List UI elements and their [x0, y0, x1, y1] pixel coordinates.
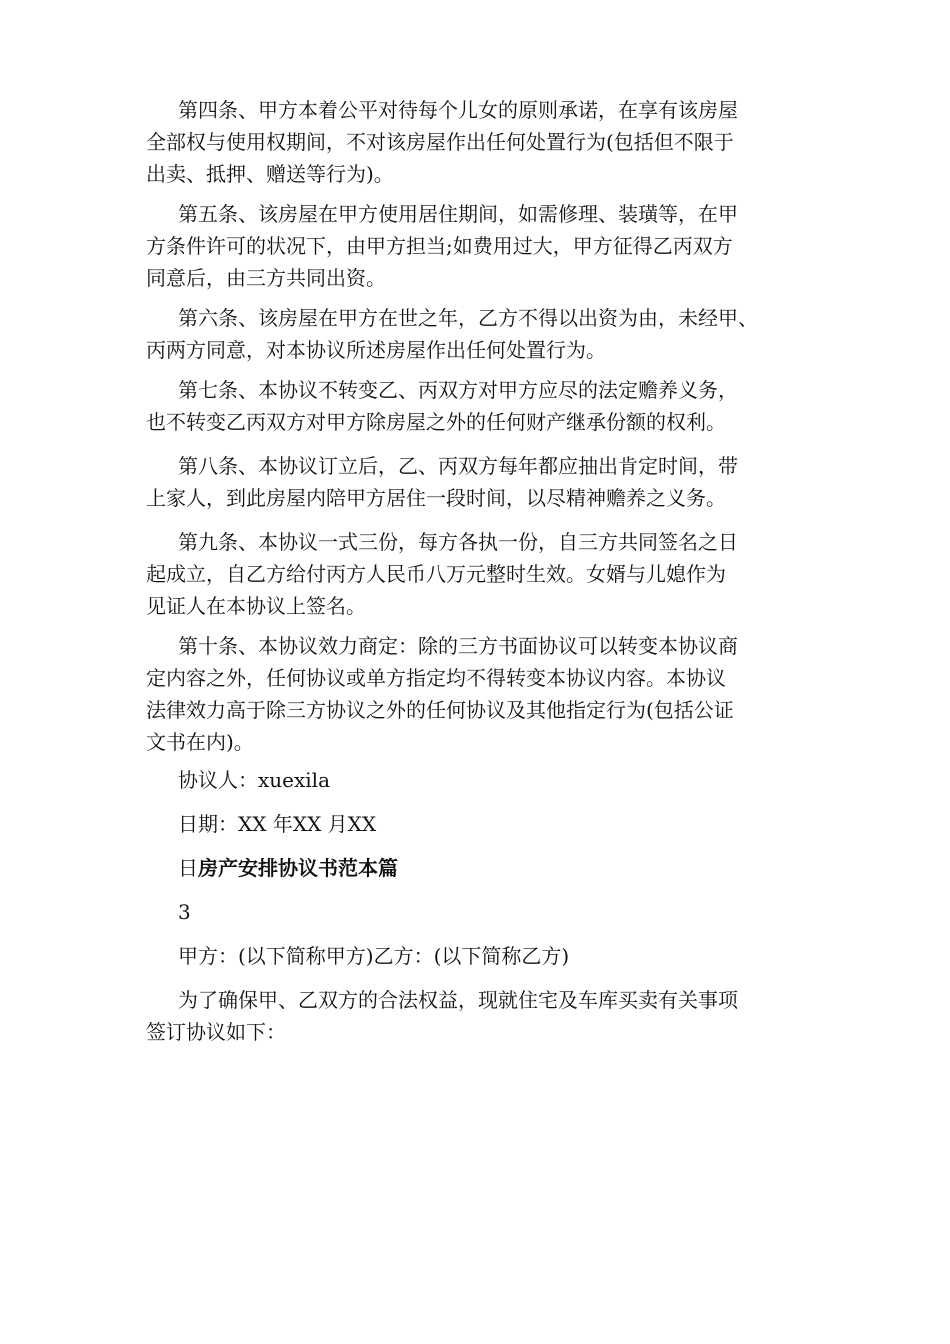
text-line: 第五条、该房屋在甲方使用居住期间，如需修理、装璜等，在甲	[178, 202, 738, 226]
text-line: 见证人在本协议上签名。	[146, 594, 366, 618]
article-5-paragraph	[146, 198, 816, 294]
article-4-paragraph	[146, 94, 816, 190]
date-line: 日期：XX 年XX 月XX	[178, 812, 377, 836]
signatory-line: 协议人：xuexila	[178, 768, 330, 792]
section-number-paragraph	[146, 896, 816, 928]
date-paragraph	[146, 808, 816, 840]
text-line: 第九条、本协议一式三份，每方各执一份，自三方共同签名之日	[178, 530, 738, 554]
article-7-paragraph	[146, 374, 816, 438]
text-line: 法律效力高于除三方协议之外的任何协议及其他指定行为(包括公证	[146, 698, 734, 722]
text-line: 上家人，到此房屋内陪甲方居住一段时间，以尽精神赡养之义务。	[146, 486, 726, 510]
text-line: 第四条、甲方本着公平对待每个儿女的原则承诺，在享有该房屋	[178, 98, 738, 122]
text-line: 也不转变乙丙双方对甲方除房屋之外的任何财产继承份额的权利。	[146, 410, 726, 434]
text-line: 第七条、本协议不转变乙、丙双方对甲方应尽的法定赡养义务，	[178, 378, 738, 402]
article-9-paragraph	[146, 526, 816, 622]
text-line: 方条件许可的状况下，由甲方担当;如费用过大，甲方征得乙丙双方	[146, 234, 733, 258]
signatory-paragraph	[146, 764, 816, 796]
closing-paragraph	[146, 984, 816, 1048]
text-line: 出卖、抵押、赠送等行为)。	[146, 162, 394, 186]
text-line: 签订协议如下：	[146, 1020, 286, 1044]
text-line: 文书在内)。	[146, 730, 254, 754]
heading-title: 房产安排协议书范本篇	[198, 856, 398, 880]
article-8-paragraph	[146, 450, 816, 514]
text-line: 丙两方同意，对本协议所述房屋作出任何处置行为。	[146, 338, 606, 362]
text-line: 为了确保甲、乙双方的合法权益，现就住宅及车库买卖有关事项	[178, 988, 738, 1012]
section-heading	[146, 852, 816, 884]
text-line: 第六条、该房屋在甲方在世之年，乙方不得以出资为由，未经甲、	[178, 306, 758, 330]
text-line: 定内容之外，任何协议或单方指定均不得转变本协议内容。本协议	[146, 666, 726, 690]
section-number: 3	[178, 900, 191, 924]
text-line: 起成立，自乙方给付丙方人民币八万元整时生效。女婿与儿媳作为	[146, 562, 726, 586]
text-line: 全部权与使用权期间，不对该房屋作出任何处置行为(包括但不限于	[146, 130, 734, 154]
text-line: 第八条、本协议订立后，乙、丙双方每年都应抽出肯定时间，带	[178, 454, 738, 478]
heading-prefix: 日	[178, 856, 198, 880]
article-6-paragraph	[146, 302, 816, 366]
text-line: 同意后，由三方共同出资。	[146, 266, 386, 290]
text-line: 第十条、本协议效力商定：除的三方书面协议可以转变本协议商	[178, 634, 738, 658]
heading-line	[146, 852, 816, 884]
parties-paragraph	[146, 940, 816, 972]
parties-line: 甲方：(以下简称甲方)乙方：(以下简称乙方)	[178, 944, 570, 968]
article-10-paragraph	[146, 630, 816, 758]
